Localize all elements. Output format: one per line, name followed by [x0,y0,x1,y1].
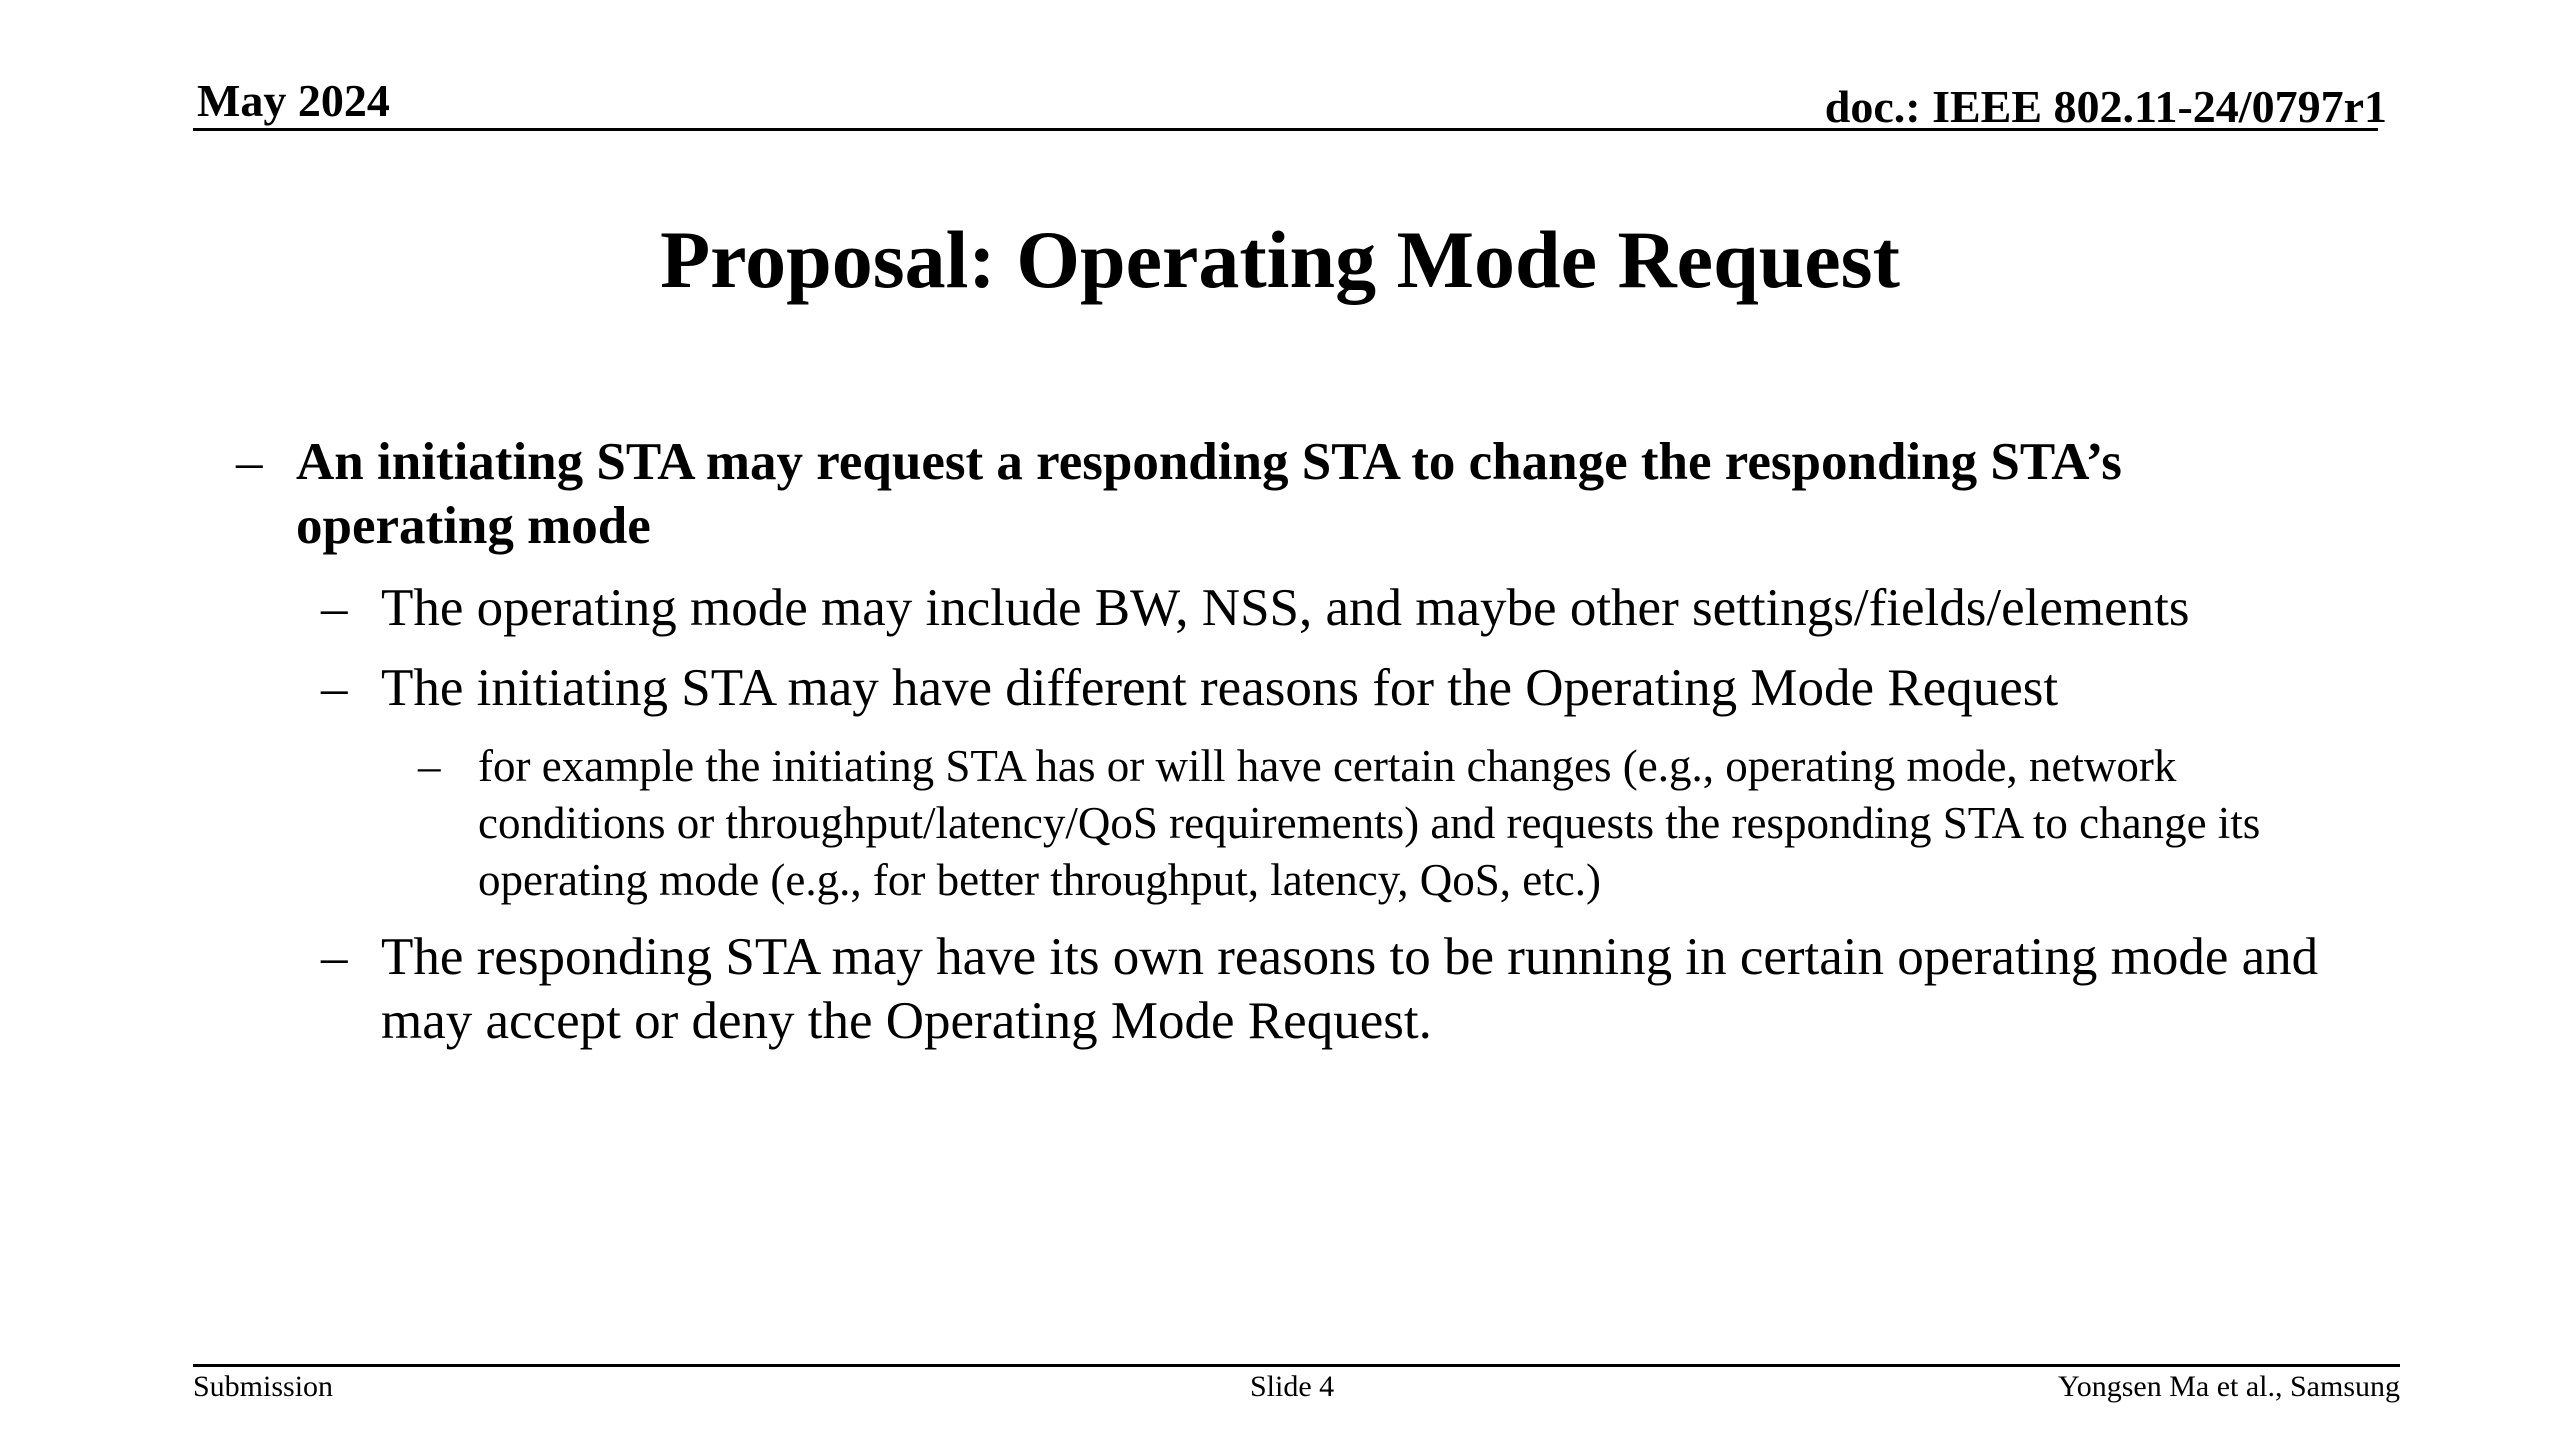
bullet-text: for example the initiating STA has or will have certain changes (e.g., operating mode, network conditions or throughput/latency/QoS requirements) and requests the responding STA to change its operating mode (e.g., for better throughput, latency, QoS, etc.) [478,741,2261,905]
bullet-text: The initiating STA may have different reasons for the Operating Mode Request [381,659,2059,717]
bullet-level3 [418,738,2358,909]
bullet-level2-c [321,925,2381,1053]
footer-rule [193,1364,2400,1367]
bullet-level2-b [321,656,2381,720]
slide-title: Proposal: Operating Mode Request [660,214,1900,305]
footer-author: Yongsen Ma et al., Samsung [2058,1370,2400,1403]
bullet-text: The responding STA may have its own reasons to be running in certain operating mode and may accept or deny the Operating Mode Request. [381,928,2319,1050]
footer-submission: Submission [193,1370,334,1403]
bullet-dash: – [236,433,263,491]
bullet-dash: – [321,579,348,637]
header-date: May 2024 [197,75,390,126]
bullet-text: An initiating STA may request a responding STA to change the responding STA’s operating mode [296,433,2122,555]
bullet-dash: – [321,659,348,717]
bullet-level1 [236,430,2256,558]
bullet-level2-a [321,576,2381,640]
header-rule [193,128,2378,131]
footer-slide-number: Slide 4 [1250,1370,1335,1403]
header-doc-id: doc.: IEEE 802.11-24/0797r1 [1824,81,2387,132]
bullet-text: The operating mode may include BW, NSS, and maybe other settings/fields/elements [381,579,2190,637]
bullet-dash: – [321,928,348,986]
bullet-dash: – [418,741,441,791]
